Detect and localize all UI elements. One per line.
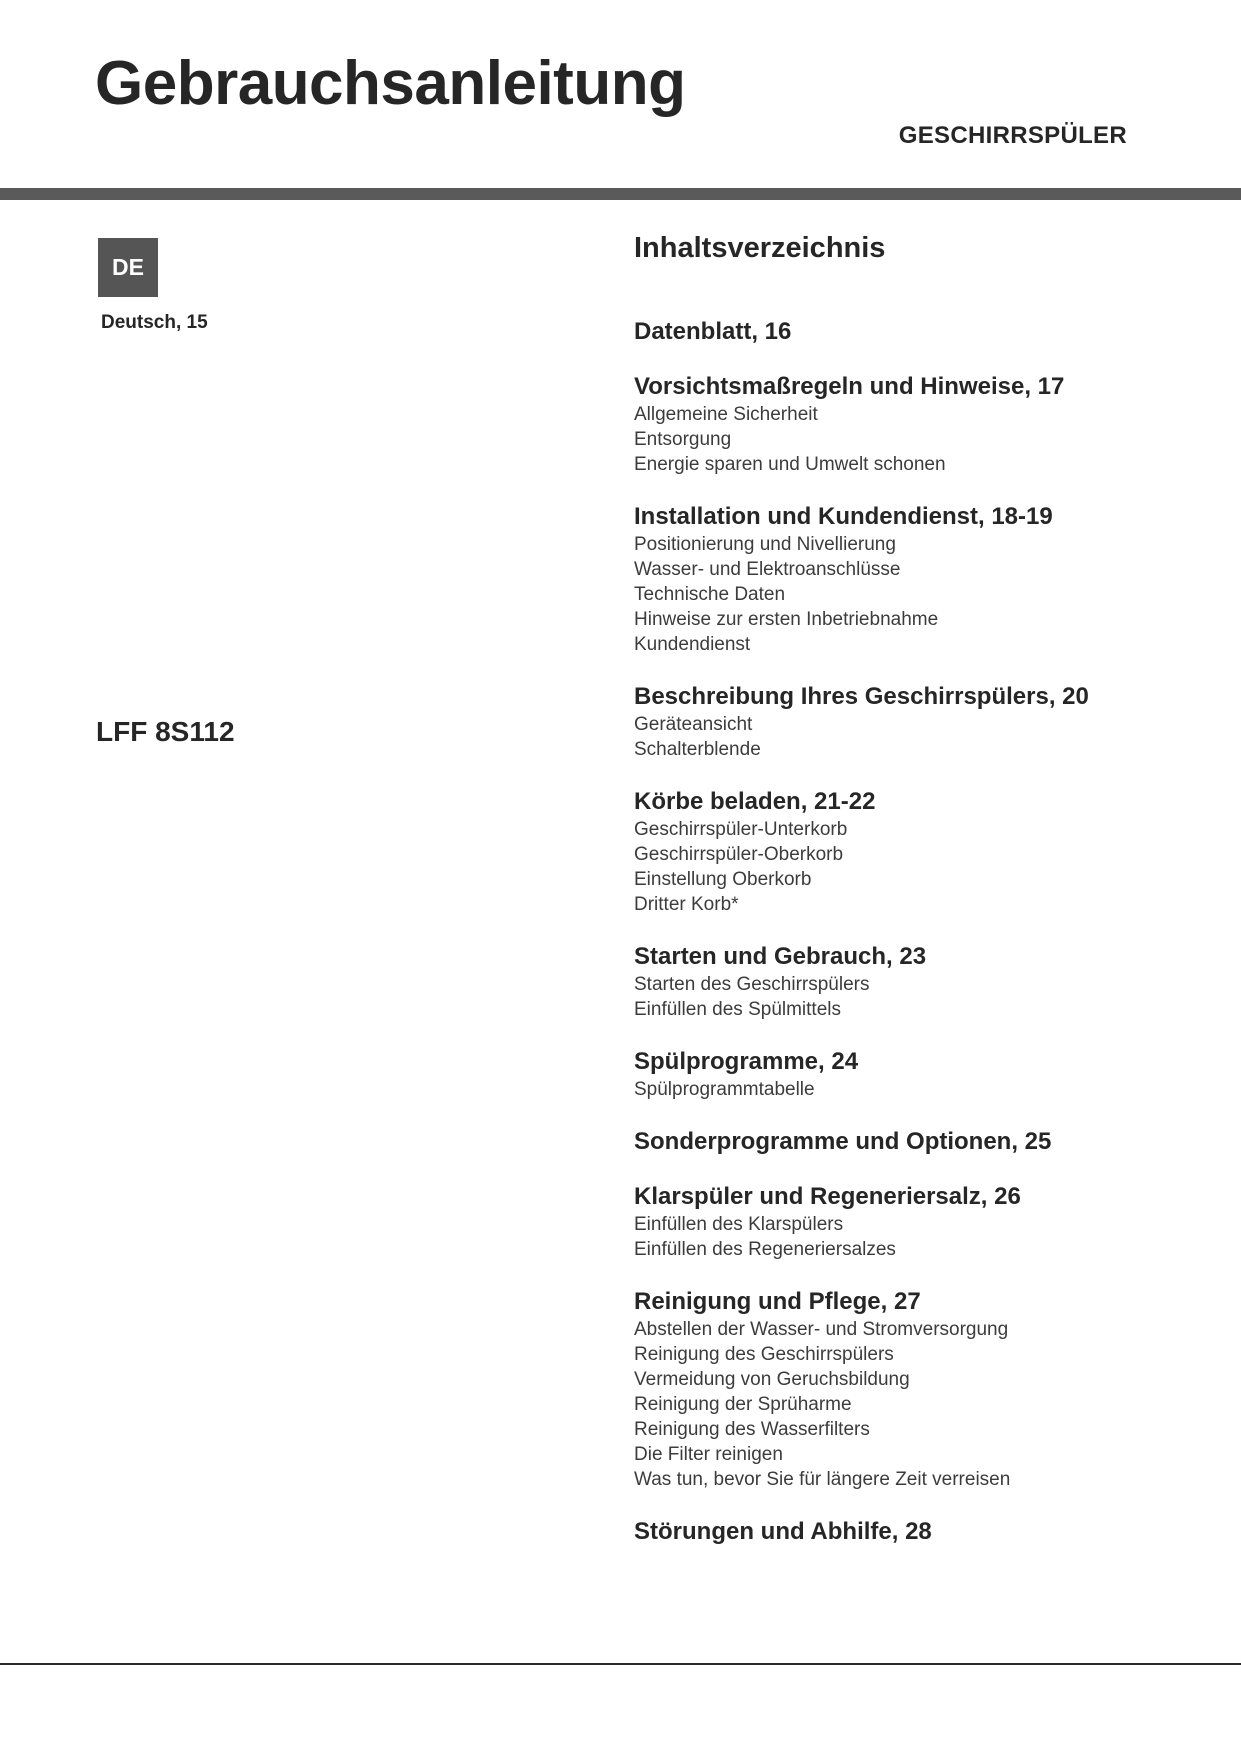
toc-section <box>634 1046 1194 1102</box>
language-badge: DE <box>98 238 158 297</box>
toc-subitem[interactable]: Schalterblende <box>634 739 761 760</box>
toc-section <box>634 1516 1194 1547</box>
toc-section-title[interactable]: Klarspüler und Regeneriersalz, 26 <box>634 1183 1021 1210</box>
toc-subitem[interactable]: Vermeidung von Geruchsbildung <box>634 1369 910 1390</box>
toc-section <box>634 1181 1194 1262</box>
toc-subitem[interactable]: Allgemeine Sicherheit <box>634 404 818 425</box>
language-entry[interactable]: Deutsch, 15 <box>101 312 208 333</box>
toc-heading: Inhaltsverzeichnis <box>634 232 886 264</box>
document-title: Gebrauchsanleitung <box>95 49 686 118</box>
footer-divider <box>0 1663 1241 1665</box>
toc-subitem[interactable]: Geschirrspüler-Oberkorb <box>634 844 844 865</box>
toc-subitem[interactable]: Entsorgung <box>634 429 732 450</box>
toc-section-title[interactable]: Installation und Kundendienst, 18-19 <box>634 503 1053 530</box>
toc-section-title[interactable]: Körbe beladen, 21-22 <box>634 788 876 815</box>
toc-section <box>634 1126 1194 1157</box>
toc-section <box>634 786 1194 917</box>
toc-subitem[interactable]: Starten des Geschirrspülers <box>634 974 870 995</box>
toc-section-title[interactable]: Spülprogramme, 24 <box>634 1048 859 1075</box>
document-subtitle: GESCHIRRSPÜLER <box>898 122 1127 149</box>
toc-subitem[interactable]: Geschirrspüler-Unterkorb <box>634 819 848 840</box>
toc-subitem[interactable]: Einfüllen des Spülmittels <box>634 999 841 1020</box>
toc-subitem[interactable]: Reinigung der Sprüharme <box>634 1394 852 1415</box>
toc-section-title[interactable]: Beschreibung Ihres Geschirrspülers, 20 <box>634 683 1089 710</box>
toc-subitem[interactable]: Wasser- und Elektroanschlüsse <box>634 559 901 580</box>
toc-subitem[interactable]: Geräteansicht <box>634 714 753 735</box>
toc-section <box>634 371 1194 477</box>
toc-subitem[interactable]: Einstellung Oberkorb <box>634 869 812 890</box>
toc-subitem[interactable]: Was tun, bevor Sie für längere Zeit verreisen <box>634 1469 1011 1490</box>
header-divider-bar <box>0 188 1241 200</box>
toc-subitem[interactable]: Hinweise zur ersten Inbetriebnahme <box>634 609 939 630</box>
toc-section-title[interactable]: Datenblatt, 16 <box>634 318 792 345</box>
toc-subitem[interactable]: Positionierung und Nivellierung <box>634 534 896 555</box>
toc-section-title[interactable]: Reinigung und Pflege, 27 <box>634 1288 921 1315</box>
toc-subitem[interactable]: Technische Daten <box>634 584 786 605</box>
toc-section-title[interactable]: Vorsichtsmaßregeln und Hinweise, 17 <box>634 373 1065 400</box>
model-number: LFF 8S112 <box>96 716 235 747</box>
toc-subitem[interactable]: Dritter Korb* <box>634 894 739 915</box>
toc-section <box>634 941 1194 1022</box>
toc-section <box>634 1286 1194 1492</box>
toc-subitem[interactable]: Spülprogrammtabelle <box>634 1079 815 1100</box>
toc-section-title[interactable]: Störungen und Abhilfe, 28 <box>634 1518 932 1545</box>
toc-subitem[interactable]: Energie sparen und Umwelt schonen <box>634 454 946 475</box>
toc-section-title[interactable]: Starten und Gebrauch, 23 <box>634 943 927 970</box>
table-of-contents <box>634 228 1194 1571</box>
toc-subitem[interactable]: Die Filter reinigen <box>634 1444 783 1465</box>
toc-subitem[interactable]: Kundendienst <box>634 634 751 655</box>
toc-subitem[interactable]: Reinigung des Geschirrspülers <box>634 1344 894 1365</box>
toc-subitem[interactable]: Einfüllen des Klarspülers <box>634 1214 844 1235</box>
toc-section-list <box>634 316 1194 1547</box>
toc-section <box>634 501 1194 657</box>
toc-subitem[interactable]: Abstellen der Wasser- und Stromversorgung <box>634 1319 1009 1340</box>
toc-section <box>634 681 1194 762</box>
toc-subitem[interactable]: Reinigung des Wasserfilters <box>634 1419 870 1440</box>
toc-subitem[interactable]: Einfüllen des Regeneriersalzes <box>634 1239 896 1260</box>
toc-section <box>634 316 1194 347</box>
toc-section-title[interactable]: Sonderprogramme und Optionen, 25 <box>634 1128 1052 1155</box>
